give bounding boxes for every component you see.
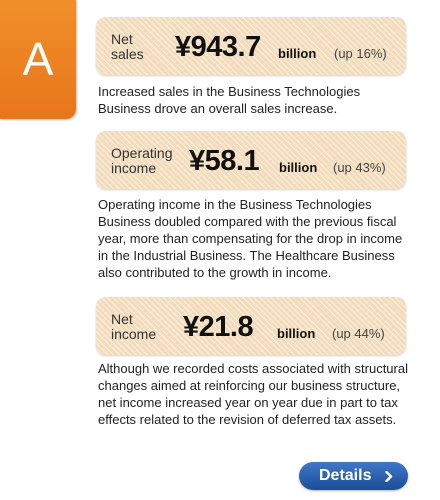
net-sales-label-line1: Net xyxy=(111,31,133,47)
net-income-value: ¥21.8 xyxy=(183,311,254,343)
operating-income-box xyxy=(96,131,406,189)
net-sales-box xyxy=(96,17,406,75)
operating-income-label-line1: Operating xyxy=(111,145,173,161)
operating-income-label-line2: income xyxy=(111,160,157,176)
net-income-unit: billion xyxy=(277,326,316,341)
net-income-label xyxy=(111,312,156,342)
net-income-label-line1: Net xyxy=(111,311,133,327)
details-button[interactable] xyxy=(299,462,408,490)
net-sales-value: ¥943.7 xyxy=(175,31,261,63)
net-income-label-line2: income xyxy=(111,326,157,342)
net-sales-label xyxy=(111,32,144,62)
net-sales-description: Increased sales in the Business Technologies Business drove an overall sales increase. xyxy=(98,84,361,116)
net-income-change: (up 44%) xyxy=(332,326,385,341)
net-sales-change: (up 16%) xyxy=(334,46,387,61)
operating-income-description: Operating income in the Business Technologies Business doubled compared with the previous fiscal year, more than compensating for the drop in income in the Industrial Business. The Healthcare Business also contributed to the growth in income. xyxy=(98,197,403,280)
section-badge xyxy=(0,0,76,119)
net-sales-label-line2: sales xyxy=(111,46,144,62)
operating-income-unit: billion xyxy=(279,160,318,175)
net-income-box xyxy=(96,297,406,355)
chevron-right-icon xyxy=(385,471,393,482)
details-button-label: Details xyxy=(319,467,372,484)
operating-income-value: ¥58.1 xyxy=(189,145,260,177)
net-sales-unit: billion xyxy=(278,46,317,61)
operating-income-change: (up 43%) xyxy=(333,160,386,175)
net-income-description: Although we recorded costs associated with structural changes aimed at reinforcing our business structure, net income increased year on year due in part to tax effects related to the revision of deferred tax assets. xyxy=(98,361,408,427)
badge-letter: A xyxy=(22,33,54,85)
operating-income-label xyxy=(111,146,172,176)
